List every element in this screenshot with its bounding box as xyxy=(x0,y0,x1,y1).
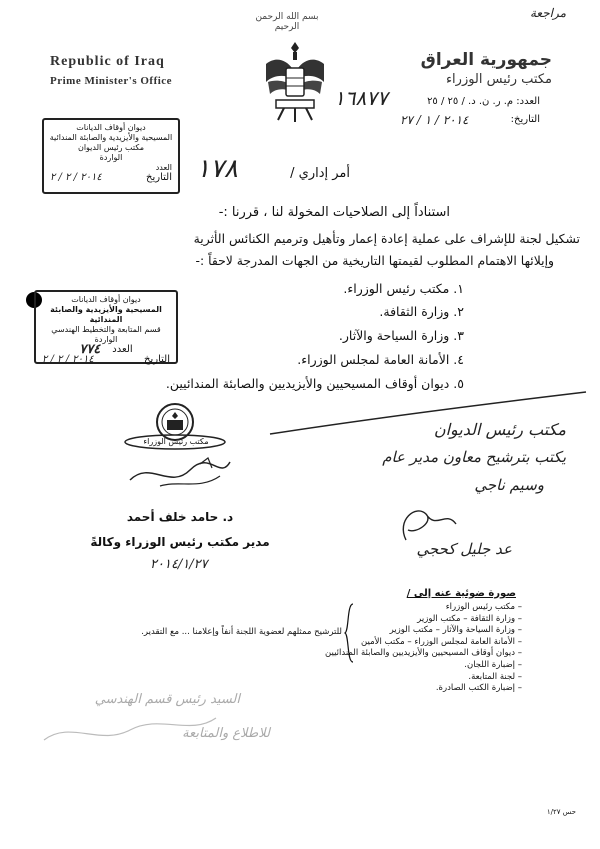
list-item: – الأمانة العامة لمجلس الوزراء – مكتب الأمين xyxy=(361,636,522,647)
handnote-line2: يكتب بترشيح معاون مدير عام xyxy=(382,448,566,466)
header-country-ar: جمهورية العراق xyxy=(420,50,552,70)
faint-note-line2: للاطلاع والمتابعة xyxy=(182,726,270,741)
stamp-top-line1: ديوان أوقاف الديانات xyxy=(76,123,146,132)
list-item: – إضبارة الكتب الصادرة. xyxy=(435,683,522,694)
list-item: – وزارة الثقافة – مكتب الوزير xyxy=(417,613,522,624)
faint-scribble-icon xyxy=(40,700,220,750)
corner-note: مراجعة xyxy=(530,6,567,20)
bismillah-ornament: بسم الله الرحمن الرحيم xyxy=(255,12,319,32)
list-item: ٣. وزارة السياحة والآثار. xyxy=(338,328,464,343)
stamp-mid-date-label: التاريخ xyxy=(144,354,170,365)
list-item: – لجنة المتابعة. xyxy=(468,671,522,682)
footer-code: حس ١/٢٧ xyxy=(546,808,576,816)
received-stamp-top xyxy=(42,118,180,194)
header-date-value: ٢٠١٤ / ١ / ٢٧ xyxy=(400,113,469,127)
handnote-line1: مكتب رئيس الديوان xyxy=(433,420,566,439)
copies-brace-note: للترشيح ممثلهم لعضوية اللجنة أنفاً وإعلامنا ... مع التقدير. xyxy=(141,627,342,637)
list-item: – إضبارة اللجان. xyxy=(464,659,522,670)
stamp-mid-line1: ديوان أوقاف الديانات xyxy=(71,295,141,304)
header-office-en: Prime Minister's Office xyxy=(50,75,173,87)
signatory-title: مدير مكتب رئيس الوزراء وكالةً xyxy=(90,535,270,549)
copies-heading: صورة ضوئية عنه إلى / xyxy=(406,588,516,599)
brace-icon xyxy=(344,603,354,663)
list-item: – وزارة السياحة والآثار – مكتب الوزير xyxy=(389,625,522,636)
list-item: ٢. وزارة الثقافة. xyxy=(379,304,464,319)
seal-text: مكتب رئيس الوزراء xyxy=(143,437,209,446)
header-ref-label: العدد: م. ر. ن. د. / ٢٥ / ٢٥ xyxy=(427,96,540,107)
body-para2: وإيلائها الاهتمام المطلوب لقيمتها التاريخية من الجهات المدرجة لاحقاً :- xyxy=(195,253,554,268)
order-number: ١٧٨ xyxy=(196,154,238,184)
stamp-top-date-label: التاريخ xyxy=(146,172,172,183)
handwritten-signature-icon xyxy=(386,500,466,546)
list-item: ٤. الأمانة العامة لمجلس الوزراء. xyxy=(297,352,464,367)
stamp-top-line4: الواردة xyxy=(99,153,123,162)
stamp-top-line2: المسيحية والأيزيدية والصابئة المندائية xyxy=(49,133,173,142)
list-item: – ديوان أوقاف المسيحيين والأيزيديين والصابئة المندائيين xyxy=(325,648,522,659)
stamp-top-num-label: العدد xyxy=(155,163,172,172)
body-para1: تشكيل لجنة للإشراف على عملية إعادة إعمار وتأهيل وترميم الكنائس الأثرية xyxy=(193,231,580,246)
stamp-mid-date-value: ٢٠١٤ / ٢ / ٢ xyxy=(42,354,94,365)
stamp-mid-num-label: العدد xyxy=(112,344,133,355)
header-date-label: التاريخ: xyxy=(510,114,540,125)
stamp-mid-line3: قسم المتابعة والتخطيط الهندسي xyxy=(51,325,161,334)
stamp-mid-line2: المسيحية والأيزيدية والصابئة المندائية xyxy=(50,305,162,324)
stamp-mid-num-value: ٧٧٤ xyxy=(79,342,101,357)
signature-scribble-icon xyxy=(120,450,240,500)
header-office-ar: مكتب رئيس الوزراء xyxy=(445,72,552,87)
header-country-en: Republic of Iraq xyxy=(50,54,165,69)
signatory-name: د. حامد خلف أحمد xyxy=(126,510,234,524)
stamp-top-date-value: ٢٠١٤ / ٢ / ٢ xyxy=(50,172,102,183)
header-ref-number: ١٦٨٧٧ xyxy=(334,86,388,110)
signature-date: ٢٠١٤/١/٢٧ xyxy=(150,557,208,572)
body-intro: استناداً إلى الصلاحيات المخولة لنا ، قررنا :- xyxy=(218,205,450,220)
received-stamp-mid xyxy=(34,290,178,364)
iraq-eagle-emblem-icon xyxy=(262,38,328,126)
list-item: ١. مكتب رئيس الوزراء. xyxy=(343,281,464,296)
copies-list xyxy=(282,602,522,695)
list-item: ٥. ديوان أوقاف المسيحيين والأيزيديين والصابئة المندائيين. xyxy=(165,376,464,391)
stamp-top-line3: مكتب رئيس الديوان xyxy=(77,143,145,152)
handnote-sign: عد جليل كحجي xyxy=(416,540,512,558)
stamp-mid-line4: الواردة xyxy=(94,335,118,344)
order-label: أمر إداري / xyxy=(290,166,350,181)
list-item: – مكتب رئيس الوزراء xyxy=(445,602,522,612)
faint-note-line1: السيد رئيس قسم الهندسي xyxy=(94,692,240,707)
handnote-line3: وسيم ناجي xyxy=(474,476,544,494)
